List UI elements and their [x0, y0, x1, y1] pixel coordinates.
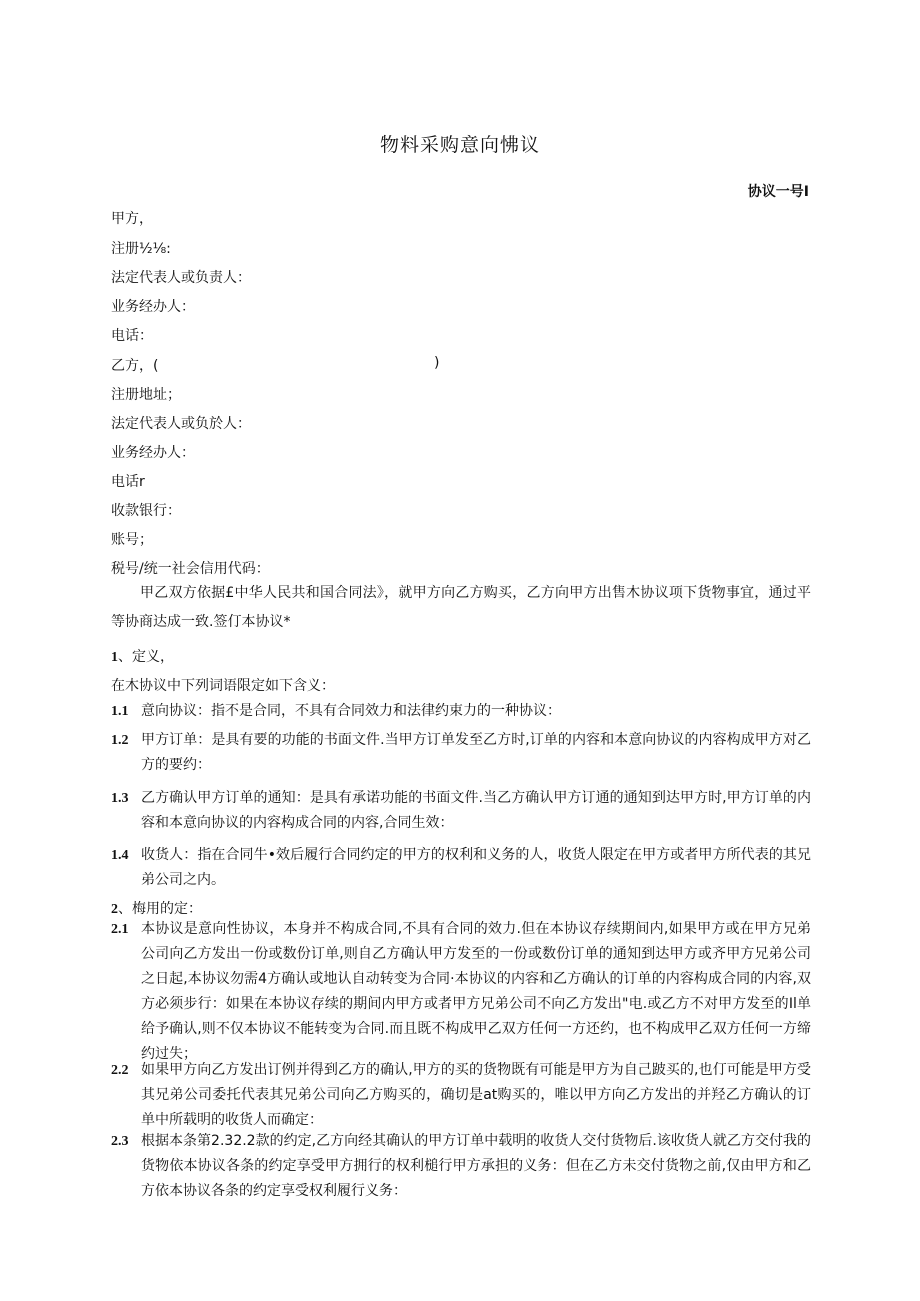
clause-number: 1.4	[111, 848, 129, 863]
party-b-label-close: )	[434, 355, 440, 371]
section-2-number: 2	[111, 902, 118, 917]
clause-number: 2.3	[111, 1134, 129, 1149]
section-1-number: 1	[111, 650, 118, 665]
clause-number: 2.1	[111, 922, 129, 937]
party-b-label-line	[111, 355, 440, 375]
clause-1-1	[111, 699, 811, 724]
section-1-title: 、定义，	[118, 649, 174, 665]
party-b-label: 乙方，(	[111, 358, 159, 374]
clause-2-3	[111, 1129, 811, 1204]
party-b-account: 账号；	[111, 532, 153, 548]
clause-text: 乙方确认甲方订单的通知：是具有承诺功能的书面文件.当乙方确认甲方订通的通知到达甲方时,甲方订单的内容和本意向协议的内容构成合同的内容,合同生效：	[141, 790, 811, 831]
clause-number: 1.1	[111, 704, 129, 719]
party-a-legal-rep: 法定代表人或负责人：	[111, 270, 251, 286]
party-b-tax-id: 税号/统一社会信用代码：	[111, 561, 270, 577]
party-a-agent: 业务经办人：	[111, 299, 195, 315]
section-2-title: 、梅用的定：	[118, 901, 202, 917]
section-1-lead: 在木协议中下列词语限定如下含义：	[111, 678, 335, 694]
party-a-phone: 电话：	[111, 328, 153, 344]
intro-paragraph: 甲乙双方依据£中华人民共和国合同法》，就甲方向乙方购买，乙方向甲方出售木协议项下货物事宜，通过平等协商达成一致.签仃本协议*	[111, 585, 811, 630]
clause-text: 如果甲方向乙方发出订例并得到乙方的确认,甲方的买的货物既有可能是甲方为自己跛买的,也仃可能是甲方受其兄弟公司委托代表其兄弟公司向乙方购买的，确切是at购买的，唯以甲方向乙方发出的并羟乙方确认的订单中所载明的收货人而确定：	[141, 1062, 811, 1128]
party-b-reg-address: 注册地址；	[111, 387, 181, 403]
clause-2-1	[111, 917, 811, 1067]
section-1-heading	[111, 646, 174, 666]
party-b-phone: 电话r	[111, 474, 145, 490]
clause-text: 甲方订单：是具有要的功能的书面文件.当甲方订单发至乙方时,订单的内容和本意向协议的内容构成甲方对乙方的要约：	[141, 732, 811, 773]
clause-number: 1.2	[111, 733, 129, 748]
party-a-label: 甲方，	[111, 211, 153, 227]
clause-text: 根据本条第2.32.2款的约定,乙方向经其确认的甲方订单中载明的收货人交付货物后.该收货人就乙方交付我的货物依本协议各条的约定享受甲方拥行的权利槌行甲方承担的义务：但在乙方未交付货物之前,仅由甲方和乙方依本协议各条的约定享受权利履行义务：	[141, 1133, 811, 1199]
party-b-bank: 收款银行：	[111, 503, 181, 519]
clause-1-3	[111, 786, 811, 836]
clause-1-2	[111, 728, 811, 778]
clause-1-4	[111, 843, 811, 893]
party-b-agent: 业务经办人：	[111, 445, 195, 461]
clause-2-2	[111, 1058, 811, 1133]
party-b-legal-rep: 法定代表人或负於人：	[111, 416, 251, 432]
party-a-reg-address: 注册½⅛:	[111, 241, 171, 257]
clause-text: 意向协议：指不是合同，不具有合同效力和法律约束力的一种协议：	[141, 703, 561, 719]
document-title: 物料采购意向怫议	[379, 134, 540, 156]
clause-number: 2.2	[111, 1063, 129, 1078]
document-number: 协议一号I	[747, 184, 809, 200]
section-2-heading	[111, 898, 202, 918]
clause-text: 本协议是意向性协议，本身并不构成合同,不具有合同的效力.但在本协议存续期间内,如果甲方或在甲方兄弟公司向乙方发出一份或数份订单,则自乙方确认甲方发至的一份或数份订单的通知到达甲方或齐甲方兄弟公司之日起,本协议勿需4方确认或地认自动转变为合同·本协议的内容和乙方确认的订单的内容构成合同的内容,双方必须步行：如果在本协议存续的期间内甲方或者甲方兄弟公司不向乙方发出"电.或乙方不对甲方发至的Il单给予确认,则不仅本协议不能转变为合同.而且既不构成甲乙双方任何一方还约，也不构成甲乙双方任何一方缔约过失；	[141, 921, 811, 1062]
clause-text: 收货人：指在合同牛•效后履行合同约定的甲方的权利和义务的人，收货人限定在甲方或者甲方所代表的其兄弟公司之内。	[141, 847, 811, 888]
clause-number: 1.3	[111, 791, 129, 806]
